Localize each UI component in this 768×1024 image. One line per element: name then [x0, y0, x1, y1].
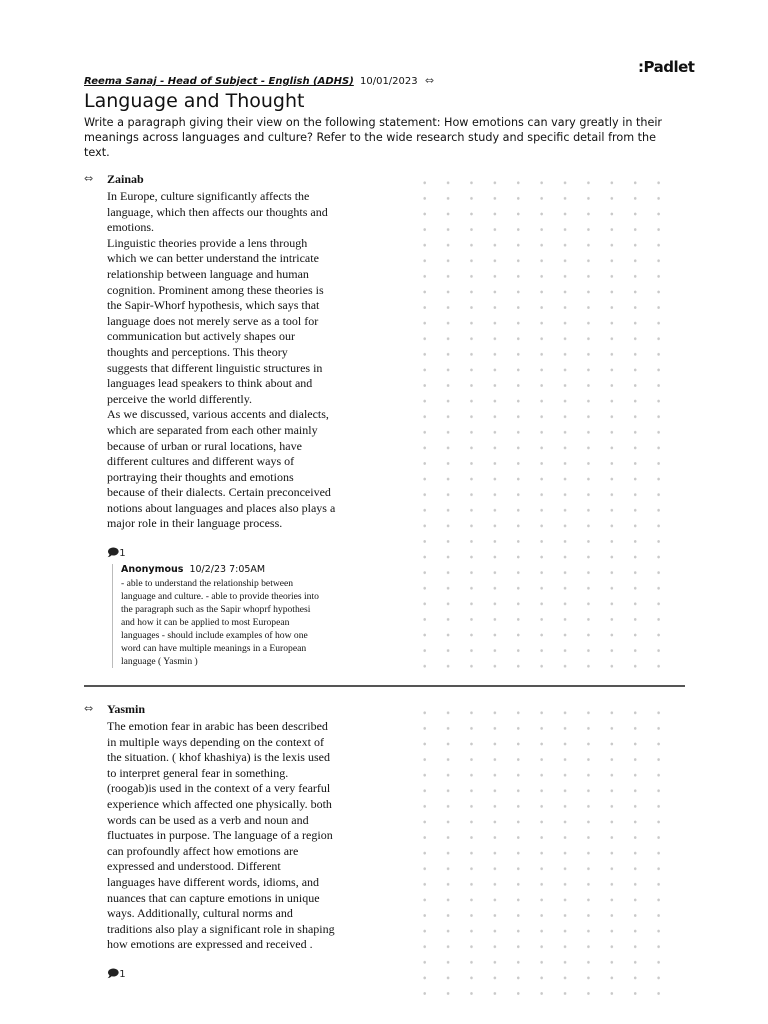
dot-grid	[413, 175, 673, 675]
comment-count-value: 1	[119, 969, 126, 980]
post-author: Zainab	[107, 172, 144, 186]
board-date: 10/01/2023	[359, 76, 418, 87]
link-icon[interactable]: ⇔	[84, 702, 94, 715]
comment-text: - able to understand the relationship between language and culture. - able to provide theories into the paragraph such as the Sapir whoprf hypothesi and how it can be applied to most European languages - should include examples of how one word can have multiple meanings in a European language ( Yasmin )	[121, 578, 319, 667]
comment	[112, 564, 371, 668]
board-description: Write a paragraph giving their view on the following statement: How emotions can vary greatly in their meanings across languages and culture? Refer to the wide research study and specific detail from the text.	[84, 116, 663, 159]
comment-bubble-icon: 🗩	[107, 546, 120, 559]
comment-bubble-icon: 🗩	[107, 967, 120, 980]
link-icon[interactable]: ⇔	[424, 74, 435, 87]
post-author: Yasmin	[107, 702, 146, 716]
comment-meta	[121, 564, 371, 575]
comment-count[interactable]	[107, 544, 126, 563]
comment-time: 10/2/23 7:05AM	[189, 564, 266, 575]
comment-count[interactable]	[107, 965, 126, 984]
page-title: Language and Thought	[84, 90, 305, 112]
comment-author: Anonymous	[121, 564, 184, 575]
byline	[84, 74, 434, 87]
divider	[84, 685, 685, 687]
padlet-logo: :Padlet	[638, 58, 695, 76]
post-body: In Europe, culture significantly affects the language, which then affects our thoughts and emotions. Linguistic theories provide a lens through which we can better understand the intricate relationship between language and human cognition. Prominent among these theories is the Sapir-Whorf hypothesis, which says that language does not merely serve as a tool for communication but actively shapes our thoughts and perceptions. This theory suggests that different linguistic structures in languages lead speakers to think about and perceive the world differently. As we discussed, various accents and dialects, which are separated from each other mainly because of urban or rural locations, have different cultures and different ways of portraying their thoughts and emotions because of their dialects. Certain preconceived notions about languages and places also plays a major role in their language process.	[107, 189, 336, 531]
dot-grid	[413, 705, 673, 1005]
link-icon[interactable]: ⇔	[84, 172, 94, 185]
comment-count-value: 1	[119, 548, 126, 559]
board-author-link[interactable]: Reema Sanaj - Head of Subject - English (ADHS)	[84, 76, 354, 87]
post-body: The emotion fear in arabic has been described in multiple ways depending on the context of the situation. ( khof khashiya) is the lexis used to interpret general fear in something. (roogab)is used in the context of a very fearful experience which affected one physically. both words can be used as a verb and noun and fluctuates in purpose. The language of a region can profoundly affect how emotions are expressed and understood. Different languages have different words, idioms, and nuances that can capture emotions in unique ways. Additionally, cultural norms and traditions also play a significant role in shaping how emotions are expressed and received .	[107, 719, 335, 952]
